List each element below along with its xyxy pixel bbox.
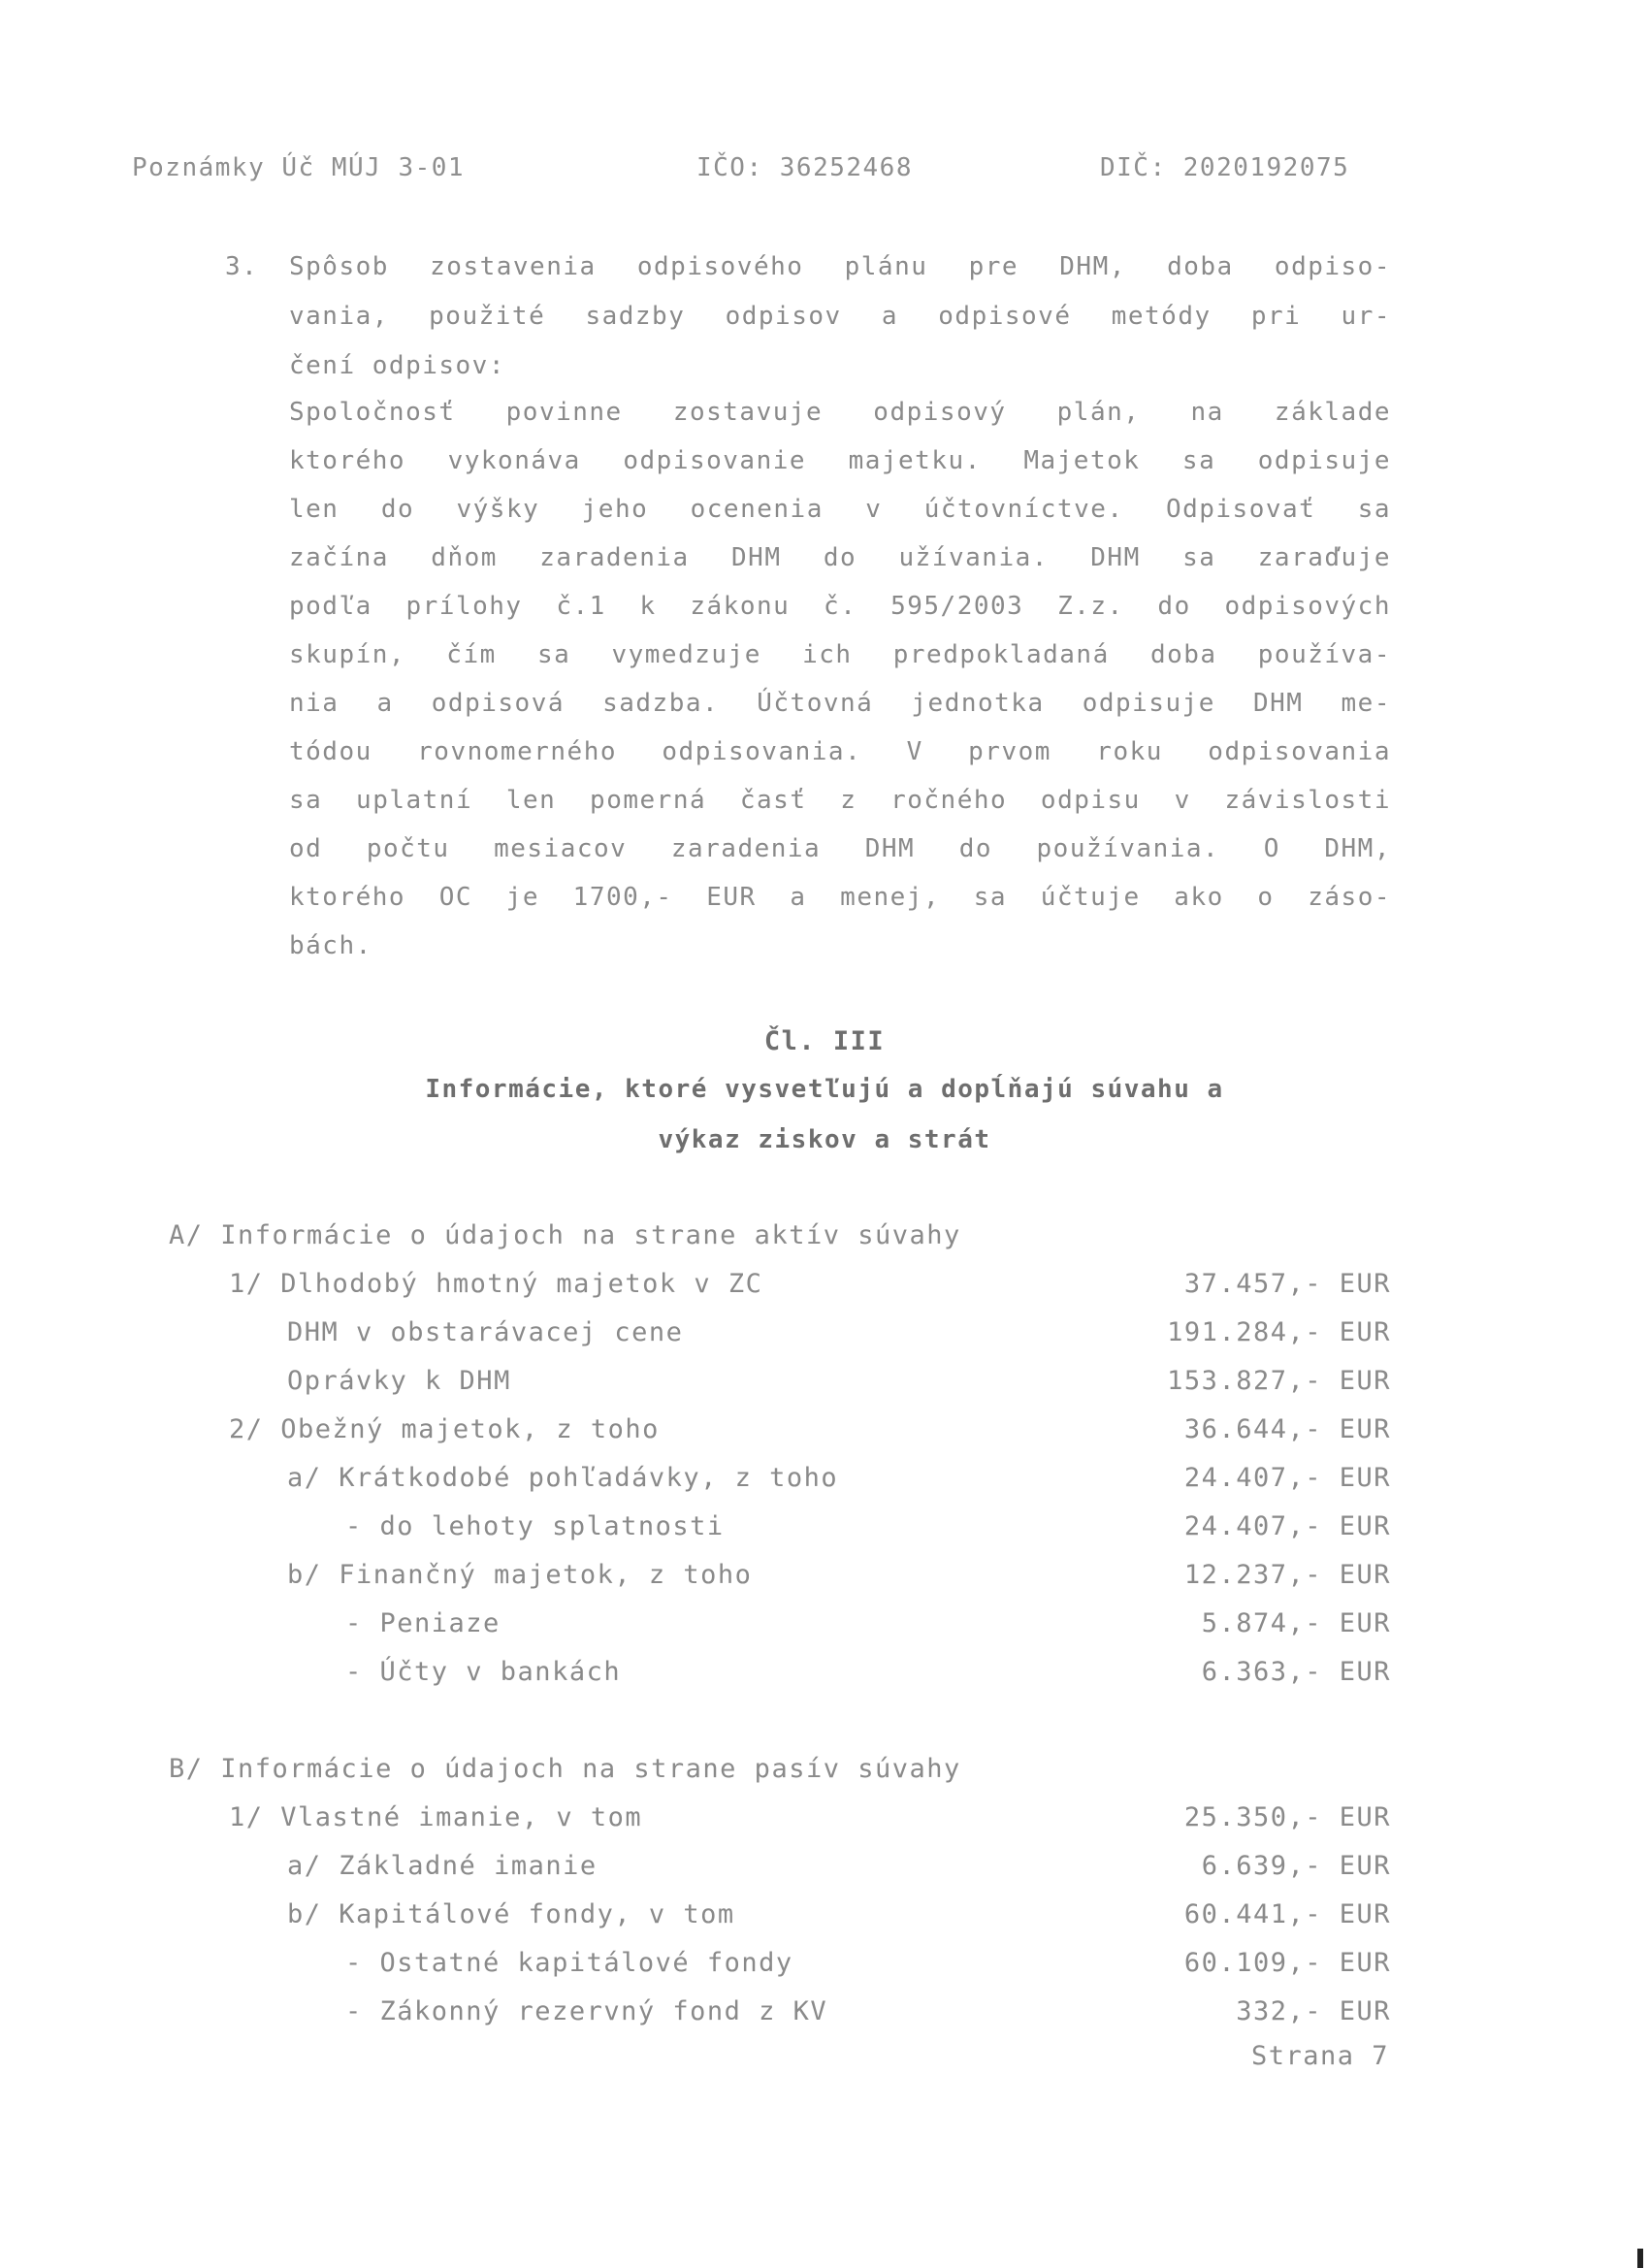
- row-amount: 332,- EUR: [1236, 1996, 1391, 2026]
- scan-edge-mark: [1637, 2249, 1643, 2268]
- header-dic: DIČ: 2020192075: [1100, 153, 1350, 182]
- row-amount: 6.639,- EUR: [1201, 1851, 1391, 1881]
- paragraph-line: podľa prílohy č.1 k zákonu č. 595/2003 Z.z. do odpisových: [289, 592, 1391, 621]
- paragraph-line: ktorého OC je 1700,- EUR a menej, sa účtuje ako o záso-: [289, 883, 1391, 912]
- header-ico: IČO: 36252468: [696, 153, 913, 182]
- row-amount: 25.350,- EUR: [1183, 1802, 1391, 1832]
- table-row: [0, 1802, 1649, 1841]
- paragraph-line: Spoločnosť povinne zostavuje odpisový plán, na základe: [289, 398, 1391, 427]
- page-number: Strana 7: [1250, 2041, 1389, 2071]
- table-row: [0, 1948, 1649, 1987]
- table-row: [0, 1414, 1649, 1453]
- row-label: - Účty v bankách: [345, 1657, 622, 1687]
- row-label: 1/ Vlastné imanie, v tom: [229, 1802, 643, 1832]
- paragraph-line: Spôsob zostavenia odpisového plánu pre DHM, doba odpiso-: [289, 252, 1391, 281]
- table-row: [0, 1996, 1649, 2035]
- table-row: [0, 1463, 1649, 1502]
- row-amount: 60.109,- EUR: [1183, 1948, 1391, 1978]
- paragraph-line: tódou rovnomerného odpisovania. V prvom roku odpisovania: [289, 737, 1391, 766]
- table-row: [0, 1657, 1649, 1696]
- paragraph-line: ktorého vykonáva odpisovanie majetku. Majetok sa odpisuje: [289, 446, 1391, 475]
- paragraph-line: od počtu mesiacov zaradenia DHM do používania. O DHM,: [289, 834, 1391, 863]
- paragraph-line: len do výšky jeho ocenenia v účtovníctve. Odpisovať sa: [289, 495, 1391, 524]
- table-row: [0, 1608, 1649, 1647]
- paragraph-line: začína dňom zaradenia DHM do užívania. DHM sa zaraďuje: [289, 543, 1391, 572]
- paragraph-line: sa uplatní len pomerná časť z ročného odpisu v závislosti: [289, 786, 1391, 815]
- row-amount: 153.827,- EUR: [1167, 1366, 1391, 1396]
- table-row: [0, 1317, 1649, 1356]
- section-b-heading: B/ Informácie o údajoch na strane pasív súvahy: [169, 1754, 961, 1784]
- article-title: Čl. III: [763, 1026, 886, 1056]
- article-subtitle-line-2: výkaz ziskov a strát: [658, 1125, 991, 1154]
- row-label: DHM v obstarávacej cene: [287, 1317, 684, 1347]
- row-label: - Peniaze: [345, 1608, 501, 1638]
- table-row: [0, 1851, 1649, 1890]
- table-row: [0, 1269, 1649, 1308]
- paragraph-line: vania, použité sadzby odpisov a odpisové metódy pri ur-: [289, 302, 1391, 331]
- section-3-number: 3.: [225, 252, 259, 281]
- row-amount: 36.644,- EUR: [1183, 1414, 1391, 1444]
- row-amount: 60.441,- EUR: [1183, 1899, 1391, 1929]
- row-amount: 6.363,- EUR: [1201, 1657, 1391, 1687]
- row-label: 2/ Obežný majetok, z toho: [229, 1414, 660, 1444]
- row-amount: 24.407,- EUR: [1183, 1511, 1391, 1541]
- row-label: Oprávky k DHM: [287, 1366, 511, 1396]
- header-left: Poznámky Úč MÚJ 3-01: [132, 153, 466, 182]
- paragraph-line: skupín, čím sa vymedzuje ich predpokladaná doba používa-: [289, 640, 1391, 669]
- row-amount: 12.237,- EUR: [1183, 1560, 1391, 1590]
- paragraph-line: nia a odpisová sadzba. Účtovná jednotka odpisuje DHM me-: [289, 689, 1391, 718]
- row-label: b/ Kapitálové fondy, v tom: [287, 1899, 735, 1929]
- row-amount: 191.284,- EUR: [1167, 1317, 1391, 1347]
- row-amount: 24.407,- EUR: [1183, 1463, 1391, 1493]
- row-label: - Ostatné kapitálové fondy: [345, 1948, 793, 1978]
- article-subtitle-line-1: Informácie, ktoré vysvetľujú a dopĺňajú súvahu a: [425, 1075, 1224, 1104]
- table-row: [0, 1366, 1649, 1405]
- row-label: - do lehoty splatnosti: [345, 1511, 725, 1541]
- table-row: [0, 1899, 1649, 1938]
- paragraph-line: čení odpisov:: [289, 351, 505, 380]
- section-a-heading: A/ Informácie o údajoch na strane aktív súvahy: [169, 1220, 961, 1250]
- row-label: b/ Finančný majetok, z toho: [287, 1560, 753, 1590]
- table-row: [0, 1560, 1649, 1599]
- row-label: a/ Základné imanie: [287, 1851, 598, 1881]
- row-label: - Zákonný rezervný fond z KV: [345, 1996, 828, 2026]
- row-label: 1/ Dlhodobý hmotný majetok v ZC: [229, 1269, 763, 1299]
- row-amount: 5.874,- EUR: [1201, 1608, 1391, 1638]
- row-label: a/ Krátkodobé pohľadávky, z toho: [287, 1463, 839, 1493]
- paragraph-line: bách.: [289, 931, 372, 960]
- row-amount: 37.457,- EUR: [1183, 1269, 1391, 1299]
- table-row: [0, 1511, 1649, 1550]
